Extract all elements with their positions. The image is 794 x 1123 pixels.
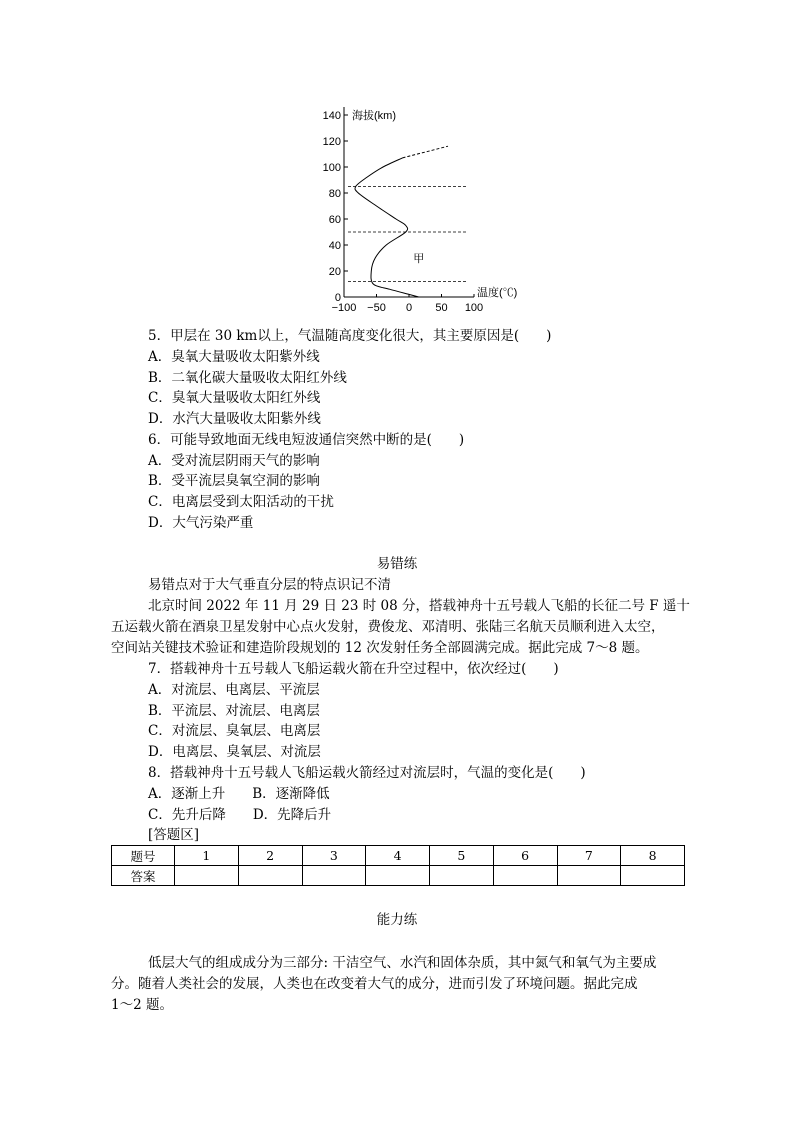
answer-cell[interactable] xyxy=(302,866,366,886)
y-tick-label: 0 xyxy=(334,292,341,304)
passage-line-1: 北京时间 2022 年 11 月 29 日 23 时 08 分，搭载神舟十五号载人飞船的长征二号 F 遥十 xyxy=(148,598,690,614)
answer-header: 答案 xyxy=(112,866,175,886)
y-tick-label: 140 xyxy=(322,110,341,122)
question-6-option-c: C．电离层受到太阳活动的干扰 xyxy=(148,494,334,510)
y-tick-label: 40 xyxy=(328,240,341,252)
question-number: 2 xyxy=(238,846,302,866)
answer-area-label: [答题区] xyxy=(148,827,200,843)
question-number: 8 xyxy=(621,846,685,866)
x-tick-label: −100 xyxy=(331,302,357,314)
question-number: 7 xyxy=(557,846,621,866)
nengli-passage-line-2: 分。随着人类社会的发展，人类也在改变着大气的成分，进而引发了环境问题。据此完成 xyxy=(111,976,638,992)
answer-table-answer-row xyxy=(112,866,685,886)
question-8-options-row-1: A．逐渐上升 B．逐渐降低 xyxy=(148,786,330,802)
answer-cell[interactable] xyxy=(175,866,239,886)
question-number: 3 xyxy=(302,846,366,866)
curve-extension xyxy=(403,146,449,158)
x-axis-label: 温度(℃) xyxy=(477,287,518,299)
question-number: 6 xyxy=(493,846,557,866)
passage-line-3: 空间站关键技术验证和建造阶段规划的 12 次发射任务全部圆满完成。据此完成 7～8 题。 xyxy=(111,640,649,656)
question-6-stem: 6．可能导致地面无线电短波通信突然中断的是( ) xyxy=(148,432,465,448)
row-header: 题号 xyxy=(112,846,175,866)
question-6-option-a: A．受对流层阴雨天气的影响 xyxy=(148,453,320,469)
question-6-option-d: D．大气污染严重 xyxy=(148,515,254,531)
section-title-yicuo: 易错练 xyxy=(376,556,418,572)
temperature-curve xyxy=(355,158,419,297)
answer-cell[interactable] xyxy=(557,866,621,886)
nengli-passage-line-1: 低层大气的组成成分为三部分: 干洁空气、水汽和固体杂质，其中氮气和氧气为主要成 xyxy=(148,955,657,971)
question-7-option-c: C．对流层、臭氧层、电离层 xyxy=(148,723,321,739)
question-5-option-b: B．二氧化碳大量吸收太阳红外线 xyxy=(148,370,347,386)
y-axis-label: 海拔(km) xyxy=(352,110,396,122)
question-6-option-b: B．受平流层臭氧空洞的影响 xyxy=(148,473,320,489)
answer-cell[interactable] xyxy=(621,866,685,886)
x-tick-label: 50 xyxy=(435,302,448,314)
answer-cell[interactable] xyxy=(238,866,302,886)
answer-cell[interactable] xyxy=(366,866,430,886)
question-5-option-c: C．臭氧大量吸收太阳红外线 xyxy=(148,390,321,406)
question-7-stem: 7．搭载神舟十五号载人飞船运载火箭在升空过程中，依次经过( ) xyxy=(148,661,559,677)
y-tick-label: 120 xyxy=(322,136,341,148)
question-8-stem: 8．搭载神舟十五号载人飞船运载火箭经过对流层时，气温的变化是( ) xyxy=(148,765,586,781)
section-title-nengli: 能力练 xyxy=(376,912,418,928)
x-tick-label: 100 xyxy=(464,302,484,314)
layer-label-jia: 甲 xyxy=(413,253,425,265)
y-tick-label: 60 xyxy=(328,214,341,226)
chart-svg xyxy=(322,100,518,320)
question-7-option-d: D．电离层、臭氧层、对流层 xyxy=(148,744,321,760)
x-tick-label: 0 xyxy=(405,302,413,314)
error-point: 易错点对于大气垂直分层的特点识记不清 xyxy=(148,577,391,593)
question-5-option-d: D．水汽大量吸收太阳紫外线 xyxy=(148,411,321,427)
answer-cell[interactable] xyxy=(430,866,494,886)
answer-cell[interactable] xyxy=(493,866,557,886)
question-5-option-a: A．臭氧大量吸收太阳紫外线 xyxy=(148,349,320,365)
question-5-stem: 5．甲层在 30 km以上，气温随高度变化很大，其主要原因是( ) xyxy=(148,328,552,344)
answer-table-number-row xyxy=(112,846,685,866)
question-number: 4 xyxy=(366,846,430,866)
y-tick-label: 20 xyxy=(328,266,341,278)
passage-line-2: 五运载火箭在酒泉卫星发射中心点火发射，费俊龙、邓清明、张陆三名航天员顺利进入太空， xyxy=(111,619,665,635)
question-7-option-a: A．对流层、电离层、平流层 xyxy=(148,682,320,698)
question-8-options-row-2: C．先升后降 D．先降后升 xyxy=(148,807,332,823)
question-number: 5 xyxy=(430,846,494,866)
question-number: 1 xyxy=(175,846,239,866)
y-tick-label: 100 xyxy=(322,162,341,174)
altitude-temperature-chart xyxy=(322,100,518,320)
y-tick-label: 80 xyxy=(328,188,341,200)
answer-table xyxy=(111,845,685,886)
nengli-passage-line-3: 1～2 题。 xyxy=(111,997,173,1013)
question-7-option-b: B．平流层、对流层、电离层 xyxy=(148,703,320,719)
x-tick-label: −50 xyxy=(367,302,386,314)
